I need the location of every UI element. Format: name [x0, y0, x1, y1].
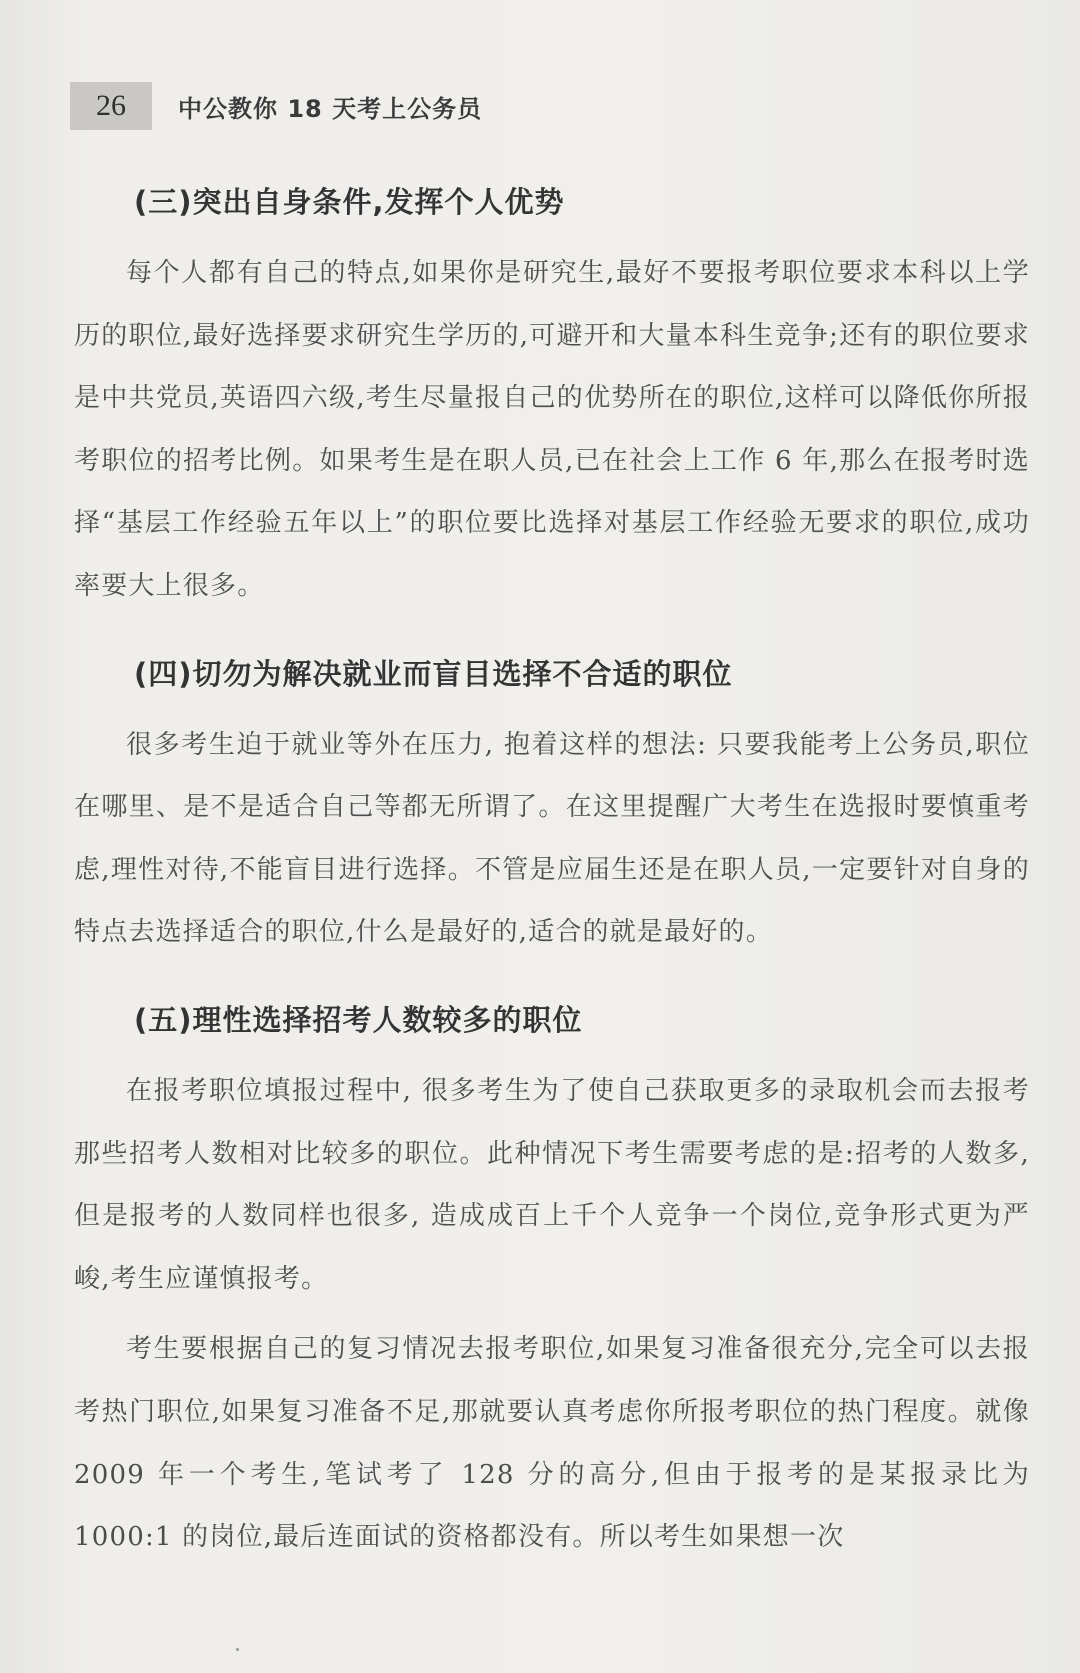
- page-number: 26: [70, 82, 152, 130]
- section-5-paragraph-1: 在报考职位填报过程中, 很多考生为了使自己获取更多的录取机会而去报考那些招考人数相对比较多的职位。此种情况下考生需要考虑的是:招考的人数多, 但是报考的人数同样也很多, 造成成百上千个人竞争一个岗位,竞争形式更为严峻,考生应谨慎报考。: [74, 1075, 1030, 1294]
- section-heading-3: (三)突出自身条件,发挥个人优势: [134, 185, 565, 219]
- section-4-paragraph: 很多考生迫于就业等外在压力, 抱着这样的想法: 只要我能考上公务员,职位在哪里、是不是适合自己等都无所谓了。在这里提醒广大考生在选报时要慎重考虑,理性对待,不能盲目进行选择。不管是应届生还是在职人员,一定要针对自身的特点去选择适合的职位,什么是最好的,适合的就是最好的。: [74, 729, 1030, 948]
- section-5-paragraph-2: 考生要根据自己的复习情况去报考职位,如果复习准备很充分,完全可以去报考热门职位,如果复习准备不足,那就要认真考虑你所报考职位的热门程度。就像 2009 年一个考生,笔试考了 128 分的高分,但由于报考的是某报录比为 1000:1 的岗位,最后连面试的资格都没有。所以考生如果想一次: [74, 1334, 1030, 1553]
- page-body: [74, 170, 1030, 1569]
- section-heading-5: (五)理性选择招考人数较多的职位: [134, 1002, 583, 1037]
- section-heading-4: (四)切勿为解决就业而盲目选择不合适的职位: [134, 656, 733, 691]
- page-speck: [236, 1648, 239, 1651]
- page-header: [70, 82, 482, 130]
- running-title: 中公教你 18 天考上公务员: [178, 94, 483, 123]
- section-3-paragraph: 每个人都有自己的特点,如果你是研究生,最好不要报考职位要求本科以上学历的职位,最好选择要求研究生学历的,可避开和大量本科生竞争;还有的职位要求是中共党员,英语四六级,考生尽量报自己的优势所在的职位,这样可以降低你所报考职位的招考比例。如果考生是在职人员,已在社会上工作 6 年,那么在报考时选择“基层工作经验五年以上”的职位要比选择对基层工作经验无要求的职位,成功率要大上很多。: [74, 258, 1030, 601]
